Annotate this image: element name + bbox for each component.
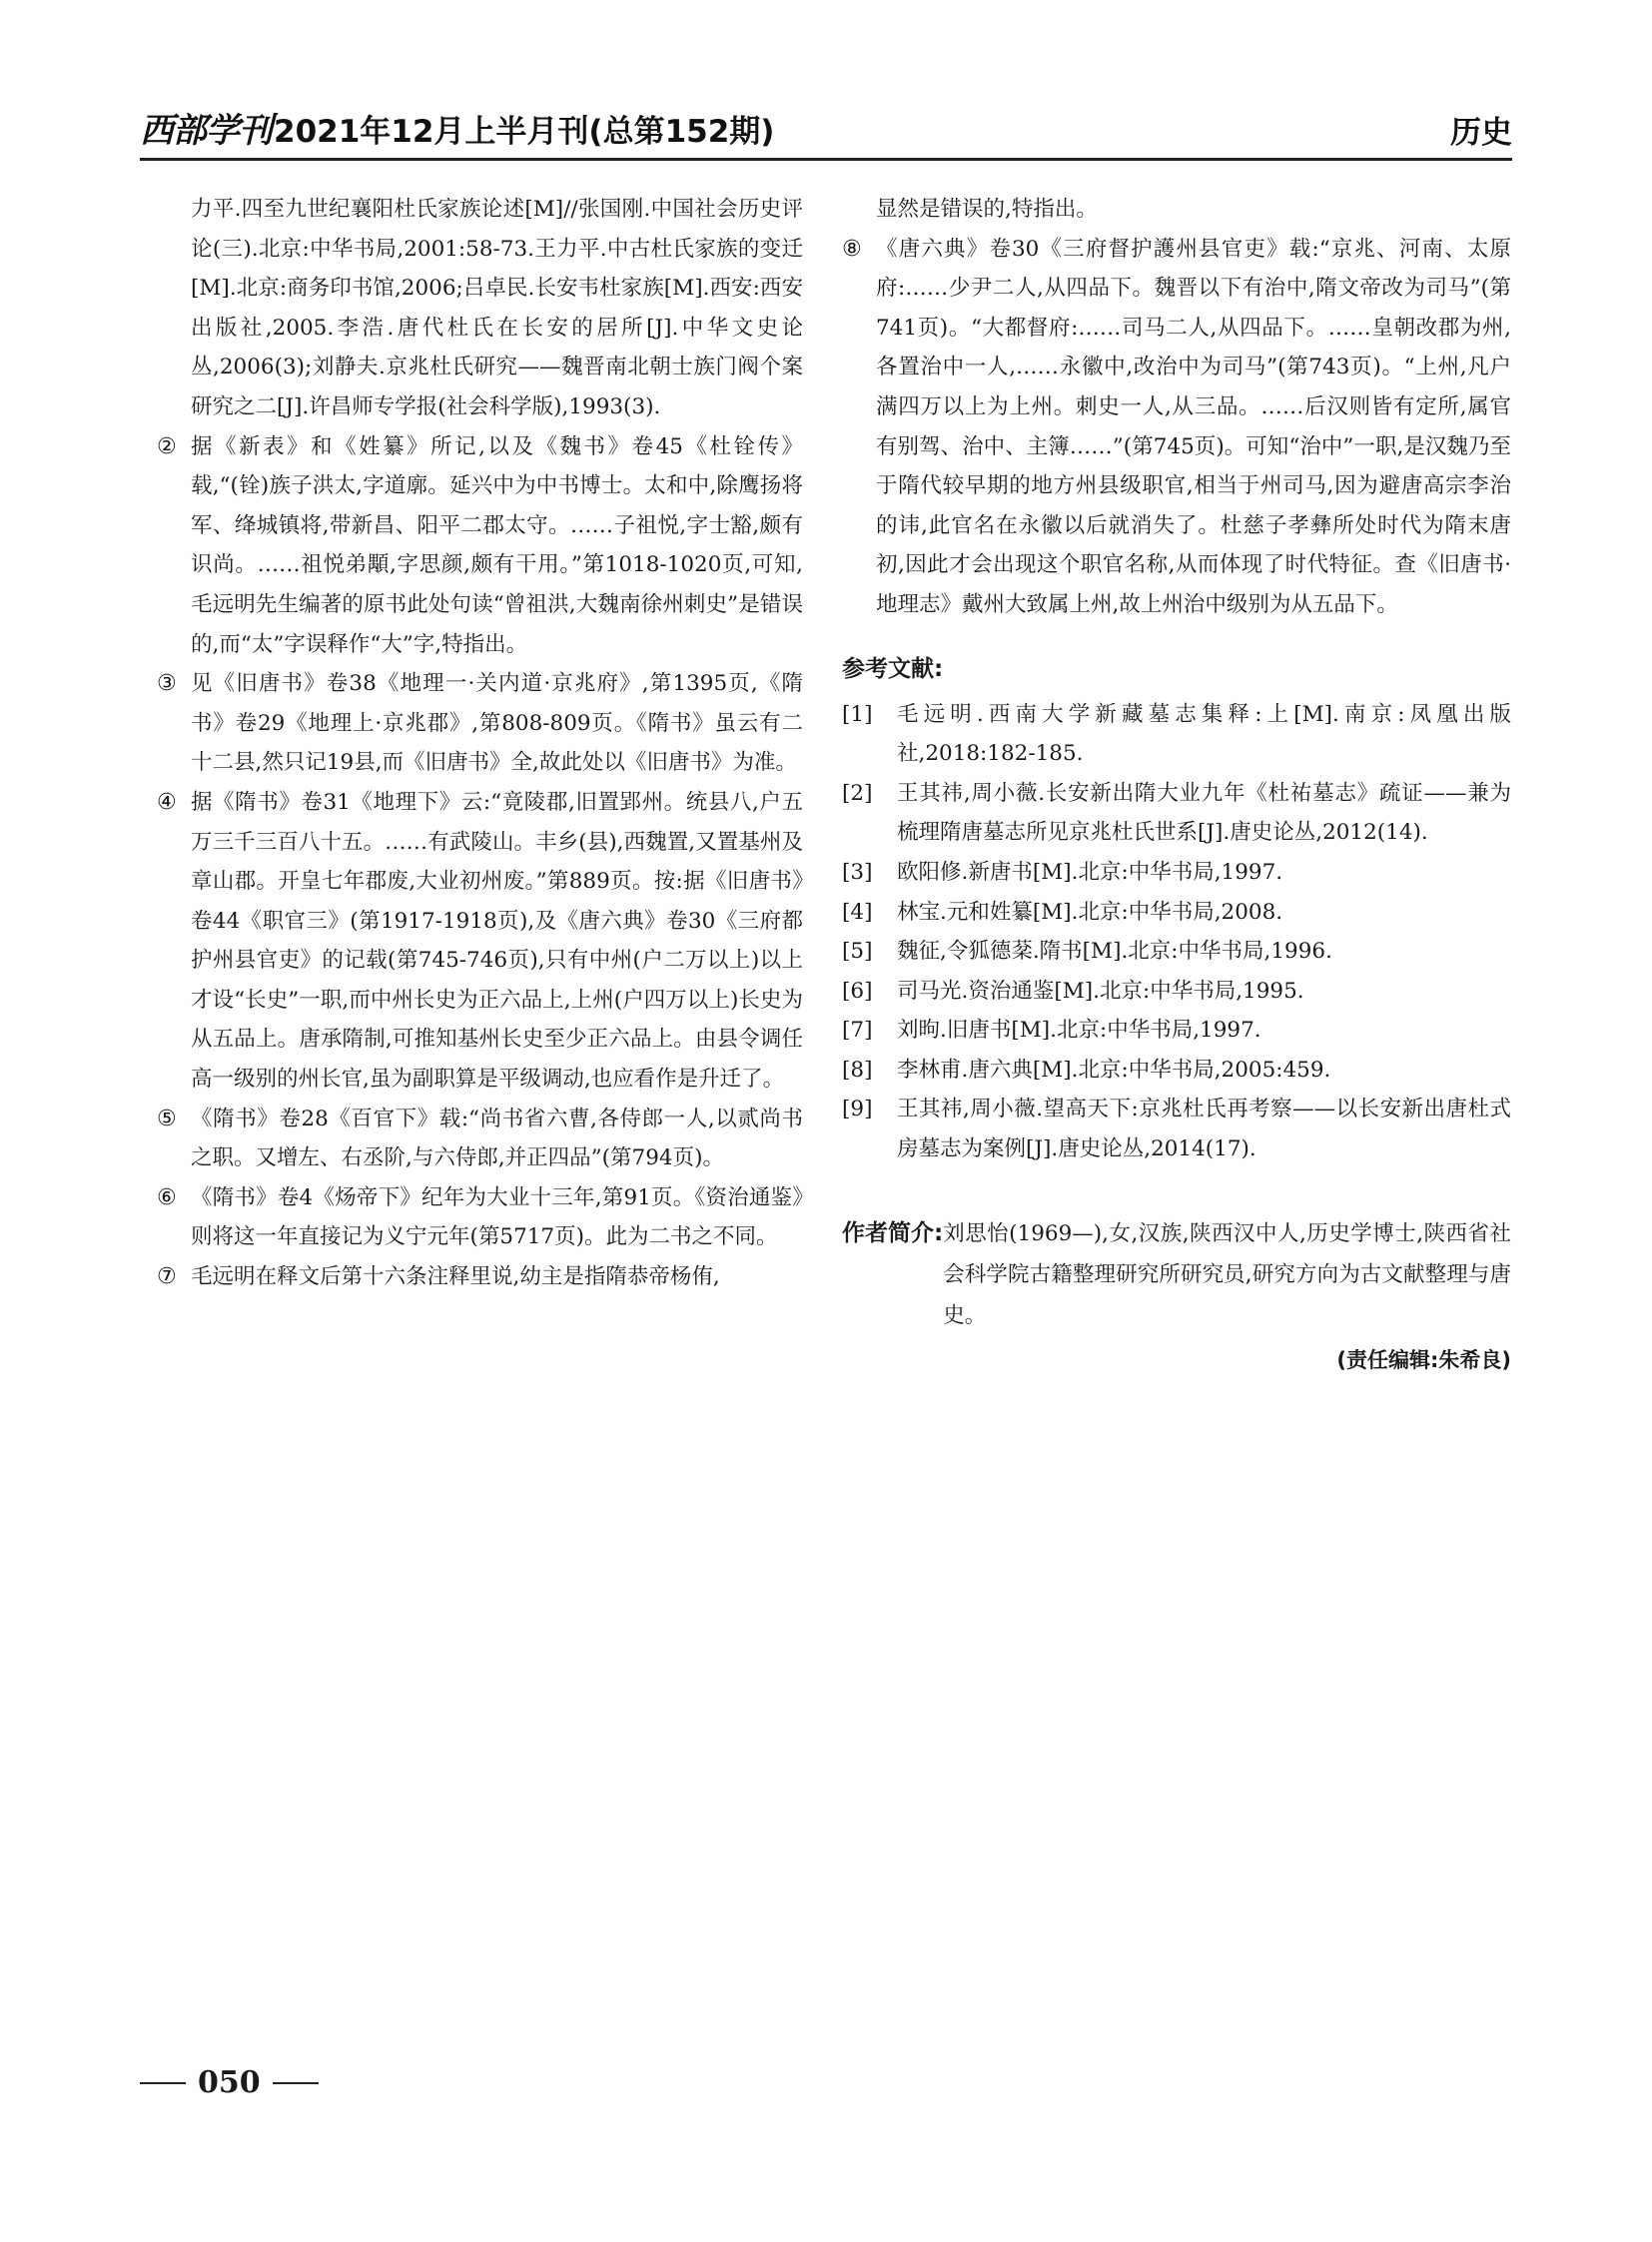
reference-text: 刘昫.旧唐书[M].北京:中华书局,1997. <box>897 1018 1261 1044</box>
note-text: 《隋书》卷4《炀帝下》纪年为大业十三年,第91页。《资治通鉴》则将这一年直接记为义宁元年(第5717页)。此为二书之不同。 <box>191 1184 803 1250</box>
editor-credit: (责任编辑:朱希良) <box>1336 1347 1511 1372</box>
author-bio <box>842 1213 1511 1336</box>
note-text: 据《新表》和《姓纂》所记,以及《魏书》卷45《杜铨传》载,“(铨)族子洪太,字道廓。延兴中为中书博士。太和中,除鹰扬将军、绛城镇将,带新昌、阳平二郡太守。……子祖悦,字士豁,颇有识尚。……祖悦弟顒,字思颜,颇有干用。”第1018-1020页,可知,毛远明先生编著的原书此处句读“曾祖洪,大魏南徐州刺史”是错误的,而“太”字误释作“大”字,特指出。 <box>191 433 803 657</box>
reference-text: 毛远明.西南大学新藏墓志集释:上[M].南京:凤凰出版社,2018:182-185. <box>897 701 1511 767</box>
journal-logo: 西部学刊 <box>140 111 272 151</box>
note-text: 见《旧唐书》卷38《地理一·关内道·京兆府》,第1395页,《隋书》卷29《地理上·京兆郡》,第808-809页。《隋书》虽云有二十二县,然只记19县,而《旧唐书》全,故此处以《旧唐书》为准。 <box>191 671 803 776</box>
note-8 <box>842 230 1511 625</box>
page-number: 050 <box>198 2065 261 2100</box>
reference-item <box>842 1090 1511 1168</box>
reference-number: [3] <box>842 859 873 885</box>
reference-text: 欧阳修.新唐书[M].北京:中华书局,1997. <box>897 859 1283 885</box>
note-text: 《隋书》卷28《百官下》载:“尚书省六曹,各侍郎一人,以贰尚书之职。又增左、右丞阶,与六侍郎,并正四品”(第794页)。 <box>191 1106 803 1171</box>
reference-number: [9] <box>842 1097 873 1122</box>
reference-text: 王其祎,周小薇.长安新出隋大业九年《杜祐墓志》疏证——兼为梳理隋唐墓志所见京兆杜氏世系[J].唐史论丛,2012(14). <box>897 780 1511 846</box>
reference-number: [5] <box>842 939 873 965</box>
dash-right <box>273 2082 319 2084</box>
note-number: ③ <box>157 671 177 697</box>
reference-item <box>842 774 1511 853</box>
author-text: 刘思怡(1969—),女,汉族,陕西汉中人,历史学博士,陕西省社会科学院古籍整理研究所研究员,研究方向为古文献整理与唐史。 <box>943 1220 1511 1328</box>
reference-item <box>842 972 1511 1012</box>
reference-number: [6] <box>842 978 873 1004</box>
section-label: 历史 <box>1450 115 1512 151</box>
reference-item <box>842 932 1511 972</box>
note-number: ⑦ <box>157 1264 177 1290</box>
reference-number: [7] <box>842 1018 873 1044</box>
reference-text: 李林甫.唐六典[M].北京:中华书局,2005:459. <box>897 1057 1331 1083</box>
reference-number: [1] <box>842 701 873 727</box>
note-text: 《唐六典》卷30《三府督护護州县官吏》载:“京兆、河南、太原府:……少尹二人,从四品下。魏晋以下有治中,隋文帝改为司马”(第741页)。“大都督府:……司马二人,从四品下。……皇朝改郡为州,各置治中一人,……永徽中,改治中为司马”(第743页)。“上州,凡户满四万以上为上州。刺史一人,从三品。……后汉则皆有定所,属官有别驾、治中、主簿……”(第745页)。可知“治中”一职,是汉魏乃至于隋代较早期的地方州县级职官,相当于州司马,因为避唐高宗李治的讳,此官名在永徽以后就消失了。杜慈子孝彝所处时代为隋末唐初,因此才会出现这个职官名称,从而体现了时代特征。查《旧唐书·地理志》戴州大致属上州,故上州治中级别为从五品下。 <box>876 236 1511 617</box>
page-header <box>140 108 1512 161</box>
note-number: ⑧ <box>842 236 862 262</box>
note-continuation: 力平.四至九世纪襄阳杜氏家族论述[M]//张国刚.中国社会历史评论(三).北京:中华书局,2001:58-73.王力平.中古杜氏家族的变迁[M].北京:商务印书馆,2006;吕卓民.长安韦杜家族[M].西安:西安出版社,2005.李浩.唐代杜氏在长安的居所[J].中华文史论丛,2006(3);刘静夫.京兆杜氏研究——魏晋南北朝士族门阀个案研究之二[J].许昌师专学报(社会科学版),1993(3). <box>191 197 803 419</box>
reference-item <box>842 893 1511 933</box>
reference-item <box>842 1011 1511 1051</box>
reference-text: 林宝.元和姓纂[M].北京:中华书局,2008. <box>897 899 1283 925</box>
note-number: ④ <box>157 789 177 815</box>
note-text: 毛远明在释文后第十六条注释里说,幼主是指隋恭帝杨侑, <box>191 1264 720 1290</box>
reference-number: [8] <box>842 1057 873 1083</box>
note-number: ⑤ <box>157 1106 177 1131</box>
dash-left <box>140 2082 186 2084</box>
issue-info: 2021年12月上半月刊(总第152期) <box>274 114 775 150</box>
note-number: ② <box>157 433 177 459</box>
note-7 <box>157 1257 803 1297</box>
note-5 <box>157 1100 803 1178</box>
note-4 <box>157 783 803 1100</box>
reference-item <box>842 1051 1511 1091</box>
note-number: ⑥ <box>157 1184 177 1210</box>
right-column <box>842 190 1511 1378</box>
reference-text: 司马光.资治通鉴[M].北京:中华书局,1995. <box>897 978 1304 1004</box>
author-label: 作者简介: <box>842 1219 944 1246</box>
reference-text: 王其祎,周小薇.望高天下:京兆杜氏再考察——以长安新出唐杜式房墓志为案例[J].唐史论丛,2014(17). <box>897 1097 1511 1162</box>
reference-number: [4] <box>842 899 873 925</box>
left-column <box>157 190 803 1297</box>
reference-item <box>842 853 1511 893</box>
note-3 <box>157 664 803 783</box>
reference-text: 魏征,令狐德棻.隋书[M].北京:中华书局,1996. <box>897 939 1332 965</box>
header-left <box>140 103 774 152</box>
note-6 <box>157 1178 803 1257</box>
reference-number: [2] <box>842 780 873 806</box>
reference-item <box>842 695 1511 774</box>
note-continuation: 显然是错误的,特指出。 <box>876 197 1098 222</box>
references-title: 参考文献: <box>842 655 944 682</box>
note-2 <box>157 427 803 665</box>
note-text: 据《隋书》卷31《地理下》云:“竟陵郡,旧置郢州。统县八,户五万三千三百八十五。……有武陵山。丰乡(县),西魏置,又置基州及章山郡。开皇七年郡废,大业初州废。”第889页。按:据《旧唐书》卷44《职官三》(第1917-1918页),及《唐六典》卷30《三府都护州县官吏》的记载(第745-746页),只有中州(户二万以上)以上才设“长史”一职,而中州长史为正六品上,上州(户四万以上)长史为从五品上。唐承隋制,可推知基州长史至少正六品上。由县令调任高一级别的州长官,虽为副职算是平级调动,也应看作是升迁了。 <box>191 789 803 1093</box>
page-footer <box>140 2065 319 2100</box>
